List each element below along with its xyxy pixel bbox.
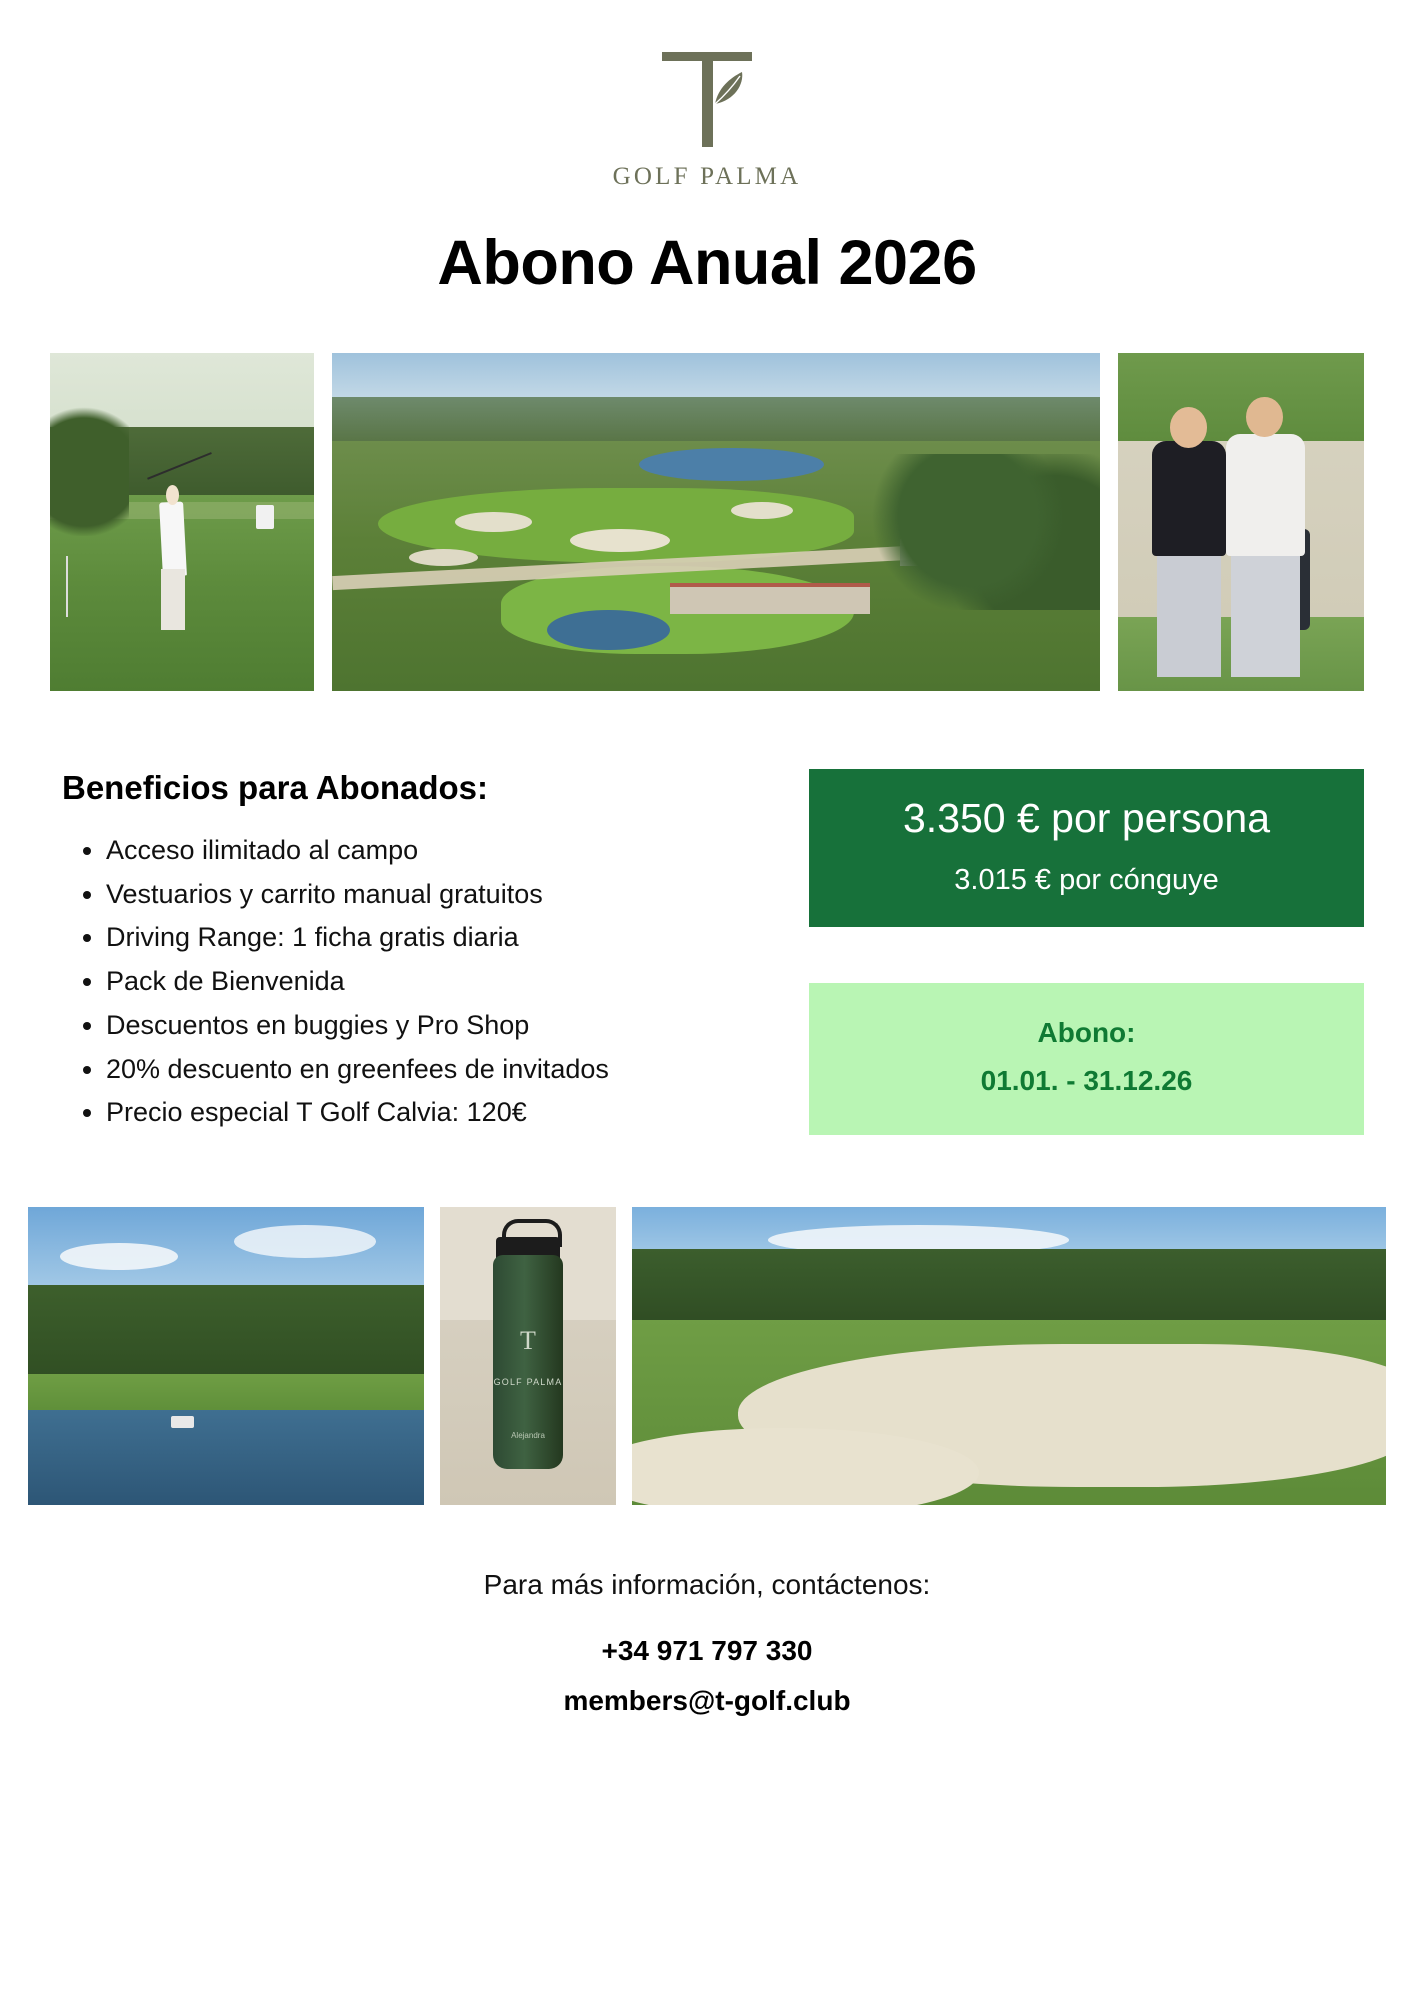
price-box	[809, 769, 1364, 927]
bottom-photo-strip	[28, 1207, 1386, 1505]
logo-t-icon	[632, 34, 782, 164]
contact-phone[interactable]: +34 971 797 330	[601, 1635, 813, 1667]
logo-wordmark: GOLF PALMA	[612, 163, 802, 190]
period-box	[809, 983, 1364, 1135]
contact-email[interactable]: members@t-golf.club	[563, 1685, 851, 1717]
contact-info-text: Para más información, contáctenos:	[483, 1569, 931, 1601]
photo-two-golfers	[1118, 353, 1364, 691]
bottle-logo-label: GOLF PALMA	[493, 1377, 563, 1387]
benefits-heading: Beneficios para Abonados:	[62, 769, 489, 806]
list-item: • Pack de Bienvenida	[106, 960, 775, 1004]
list-item: • Descuentos en buggies y Pro Shop	[106, 1004, 775, 1048]
pricing-column	[809, 769, 1364, 1135]
photo-bunker-green	[632, 1207, 1386, 1505]
page-title: Abono Anual 2026	[437, 228, 977, 298]
top-photo-strip	[50, 353, 1364, 691]
photo-aerial-course	[332, 353, 1100, 691]
contact-footer	[0, 1569, 1414, 1717]
bottle-personal-name: Alejandra	[511, 1430, 545, 1440]
photo-lady-golfer	[50, 353, 314, 691]
photo-water-bottle	[440, 1207, 616, 1505]
list-item: • Driving Range: 1 ficha gratis diaria	[106, 916, 775, 960]
period-label: Abono:	[1037, 1017, 1136, 1049]
list-item: • Acceso ilimitado al campo	[106, 829, 775, 873]
offer-section	[50, 769, 1364, 1135]
benefits-block	[50, 769, 775, 1135]
benefits-list	[50, 829, 775, 1135]
brand-logo	[0, 0, 1414, 191]
list-item: • Vestuarios y carrito manual gratuitos	[106, 873, 775, 917]
price-main: 3.350 € por persona	[903, 795, 1270, 841]
photo-lake-sunset	[28, 1207, 424, 1505]
list-item: • Precio especial T Golf Calvia: 120€	[106, 1091, 775, 1135]
bottle-logo-letter: T	[520, 1326, 536, 1356]
list-item: • 20% descuento en greenfees de invitados	[106, 1048, 775, 1092]
period-dates: 01.01. - 31.12.26	[980, 1065, 1193, 1097]
price-secondary: 3.015 € por cónguye	[954, 864, 1219, 897]
